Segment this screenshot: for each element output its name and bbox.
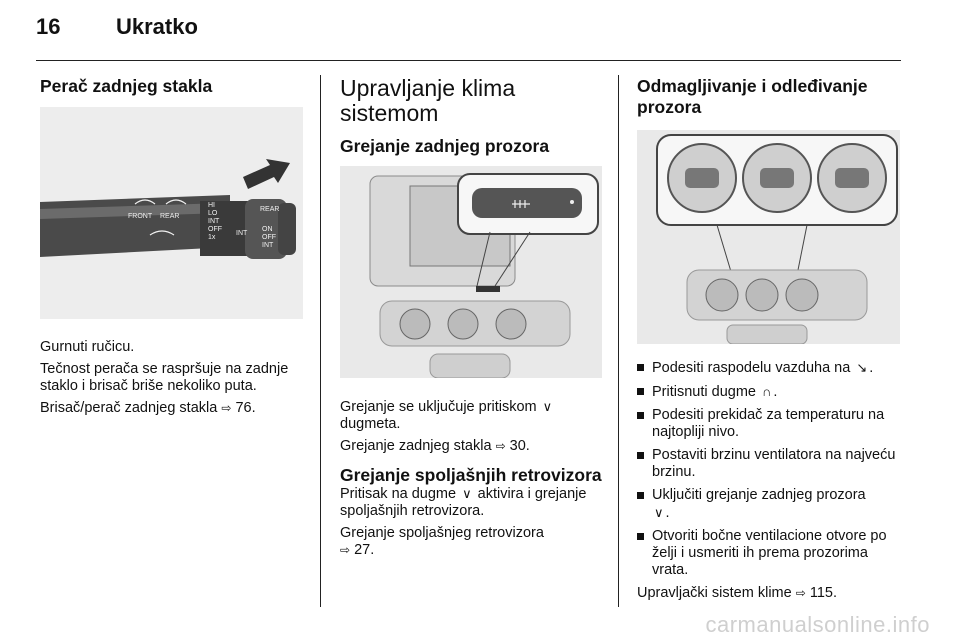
text-washer-description: Tečnost perača se raspršuje na zadnje staklo i brisač briše nekoliko puta. [40,361,289,394]
column-divider-1 [320,75,321,607]
label-front: FRONT [128,213,153,220]
subheading-mirror-heating: Grejanje spoljašnjih retrovizora [340,465,602,485]
label-off: OFF [208,226,222,233]
climate-knobs-illustration [637,130,900,344]
watermark: carmanualsonline.info [705,612,930,637]
text-push-lever: Gurnuti ručicu. [40,339,135,355]
label-hi: HI [208,202,215,209]
label-rear-ring: REAR [260,206,280,213]
label-off-ring: OFF [262,234,276,241]
header-rule [36,60,901,61]
arrow-ref-icon: ⇨ [221,401,232,415]
section-heading-defogging: Odmagljivanje i odleđivanje prozora [637,76,868,117]
section-heading-rear-washer: Perač zadnjeg stakla [40,76,213,96]
text-climate-reference: Upravljački sistem klime ⇨ 115. [637,585,837,601]
arrow-ref-icon: ⇨ [495,439,506,453]
page-header [36,14,198,40]
column-divider-2 [618,75,619,607]
text-rear-heat-reference: Grejanje zadnjeg stakla ⇨ 30. [340,438,530,454]
list-item: Podesiti prekidač za temperaturu na najtopliji nivo. [637,407,903,441]
rear-window-heat-icon: ∨ [462,486,472,501]
text-mirror-heat-press: Pritisak na dugme ∨ aktivira i grejanje spoljašnjih retrovizora. [340,486,587,519]
arrow-ref-icon: ⇨ [795,586,806,600]
column-climate-control [340,76,602,559]
wiper-lever-illustration [40,107,303,319]
label-on: ON [262,226,273,233]
page-number: 16 [36,14,61,39]
list-item: Otvoriti bočne ventilacione otvore po želji i usmeriti ih prema prozorima vrata. [637,528,903,579]
text-rear-heat-press: Grejanje se uključuje pritiskom ∨ dugmeta. [340,399,553,432]
column-defogging [637,76,903,602]
rear-heat-button-illustration [340,166,602,378]
figure-rear-heat-button [340,166,602,378]
label-int-rear: INT [262,242,274,249]
figure-climate-knobs [637,130,900,344]
column-rear-washer [40,76,303,417]
rear-window-heat-icon: ∨ [654,505,664,520]
label-rear: REAR [160,213,180,220]
defogging-steps-list [637,359,903,579]
page-title: Ukratko [116,14,198,39]
rear-window-heat-icon: ∨ [542,399,553,414]
subheading-rear-window-heating: Grejanje zadnjeg prozora [340,136,550,156]
list-item: Pritisnuti dugme ∩ . [637,383,903,401]
list-item: Podesiti raspodelu vazduha na ↘ . [637,359,903,377]
list-item: Uključiti grejanje zadnjeg prozora ∨ . [637,487,903,522]
windscreen-defrost-icon: ∩ [762,384,772,399]
arrow-ref-icon: ⇨ [340,543,351,557]
air-distribution-icon: ↘ [856,360,868,375]
label-1x: 1x [208,234,216,241]
label-lo: LO [208,210,218,217]
label-int-ring: INT [236,230,248,237]
list-item: Postaviti brzinu ventilatora na najveću brzinu. [637,447,903,481]
figure-wiper-lever [40,107,303,319]
label-int: INT [208,218,220,225]
text-mirror-heat-reference: Grejanje spoljašnjeg retrovizora ⇨ 27. [340,525,544,558]
text-rear-washer-reference: Brisač/perač zadnjeg stakla ⇨ 76. [40,400,256,416]
section-title-climate-control: Upravljanje klima sistemom [340,75,516,126]
